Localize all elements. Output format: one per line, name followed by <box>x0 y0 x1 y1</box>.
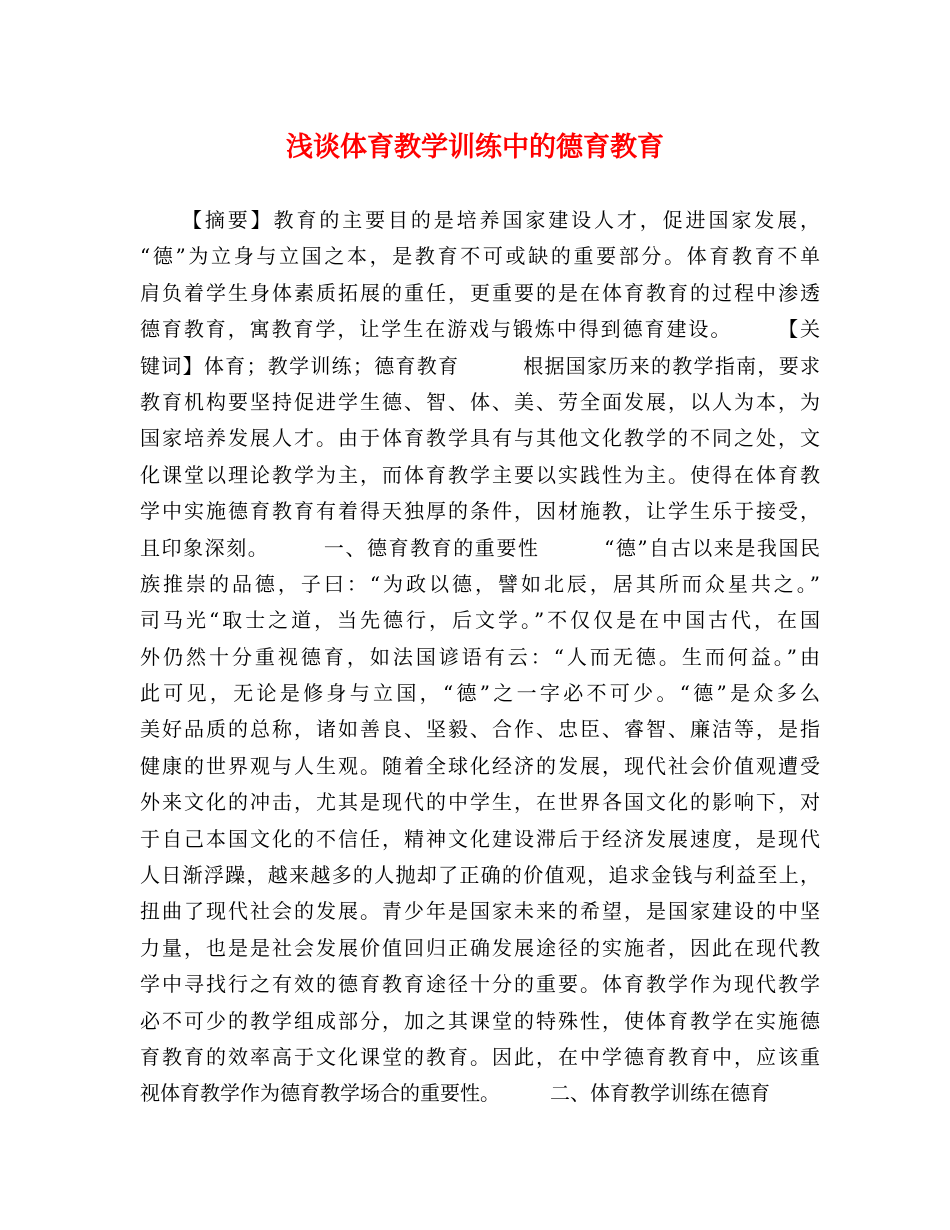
body-line: 肩负着学生身体素质拓展的重任，更重要的是在体育教育的过程中渗透 <box>140 280 820 305</box>
document-title: 浅谈体育教学训练中的德育教育 <box>286 132 664 163</box>
body-line: 育教育的效率高于文化课堂的教育。因此，在中学德育教育中，应该重 <box>140 1044 820 1069</box>
body-line: 学中寻找行之有效的德育教育途径十分的重要。体育教学作为现代教学 <box>140 972 820 997</box>
body-line: 外来文化的冲击，尤其是现代的中学生，在世界各国文化的影响下，对 <box>140 790 820 815</box>
body-line: 人日渐浮躁，越来越多的人抛却了正确的价值观，追求金钱与利益至上， <box>140 863 820 888</box>
body-line: 键词】体育；教学训练；德育教育 根据国家历来的教学指南，要求 <box>140 353 820 378</box>
body-line: 国家培养发展人才。由于体育教学具有与其他文化教学的不同之处，文 <box>140 426 820 451</box>
body-line: 【摘要】教育的主要目的是培养国家建设人才，促进国家发展， <box>182 208 820 232</box>
body-line: 健康的世界观与人生观。随着全球化经济的发展，现代社会价值观遭受 <box>140 753 820 778</box>
body-line: 德育教育，寓教育学，让学生在游戏与锻炼中得到德育建设。 【关 <box>140 317 820 342</box>
document-body <box>140 202 820 1112</box>
body-line: 此可见，无论是修身与立国，“德”之一字必不可少。“德”是众多么 <box>140 681 820 706</box>
body-line: 美好品质的总称，诸如善良、坚毅、合作、忠臣、睿智、廉洁等，是指 <box>140 717 820 742</box>
body-line: 扭曲了现代社会的发展。青少年是国家未来的希望，是国家建设的中坚 <box>140 899 820 924</box>
body-line: 学中实施德育教育有着得天独厚的条件，因材施教，让学生乐于接受， <box>140 499 820 524</box>
body-line: 教育机构要坚持促进学生德、智、体、美、劳全面发展，以人为本，为 <box>140 389 820 414</box>
body-line: 司马光“取士之道，当先德行，后文学。”不仅仅是在中国古代，在国 <box>140 608 820 633</box>
body-line: 视体育教学作为德育教学场合的重要性。 二、体育教学训练在德育 <box>140 1081 770 1106</box>
body-line: 于自己本国文化的不信任，精神文化建设滞后于经济发展速度，是现代 <box>140 826 820 851</box>
body-line: 必不可少的教学组成部分，加之其课堂的特殊性，使体育教学在实施德 <box>140 1008 820 1033</box>
body-line: 力量，也是是社会发展价值回归正确发展途径的实施者，因此在现代教 <box>140 935 820 960</box>
body-line: 且印象深刻。 一、德育教育的重要性 “德”自古以来是我国民 <box>140 535 820 560</box>
body-line: 外仍然十分重视德育，如法国谚语有云：“人而无德。生而何益。”由 <box>140 644 820 669</box>
body-line: “德”为立身与立国之本，是教育不可或缺的重要部分。体育教育不单 <box>140 244 820 269</box>
body-line: 化课堂以理论教学为主，而体育教学主要以实践性为主。使得在体育教 <box>140 462 820 487</box>
body-line: 族推崇的品德，子曰：“为政以德，譬如北辰，居其所而众星共之。” <box>140 571 820 596</box>
